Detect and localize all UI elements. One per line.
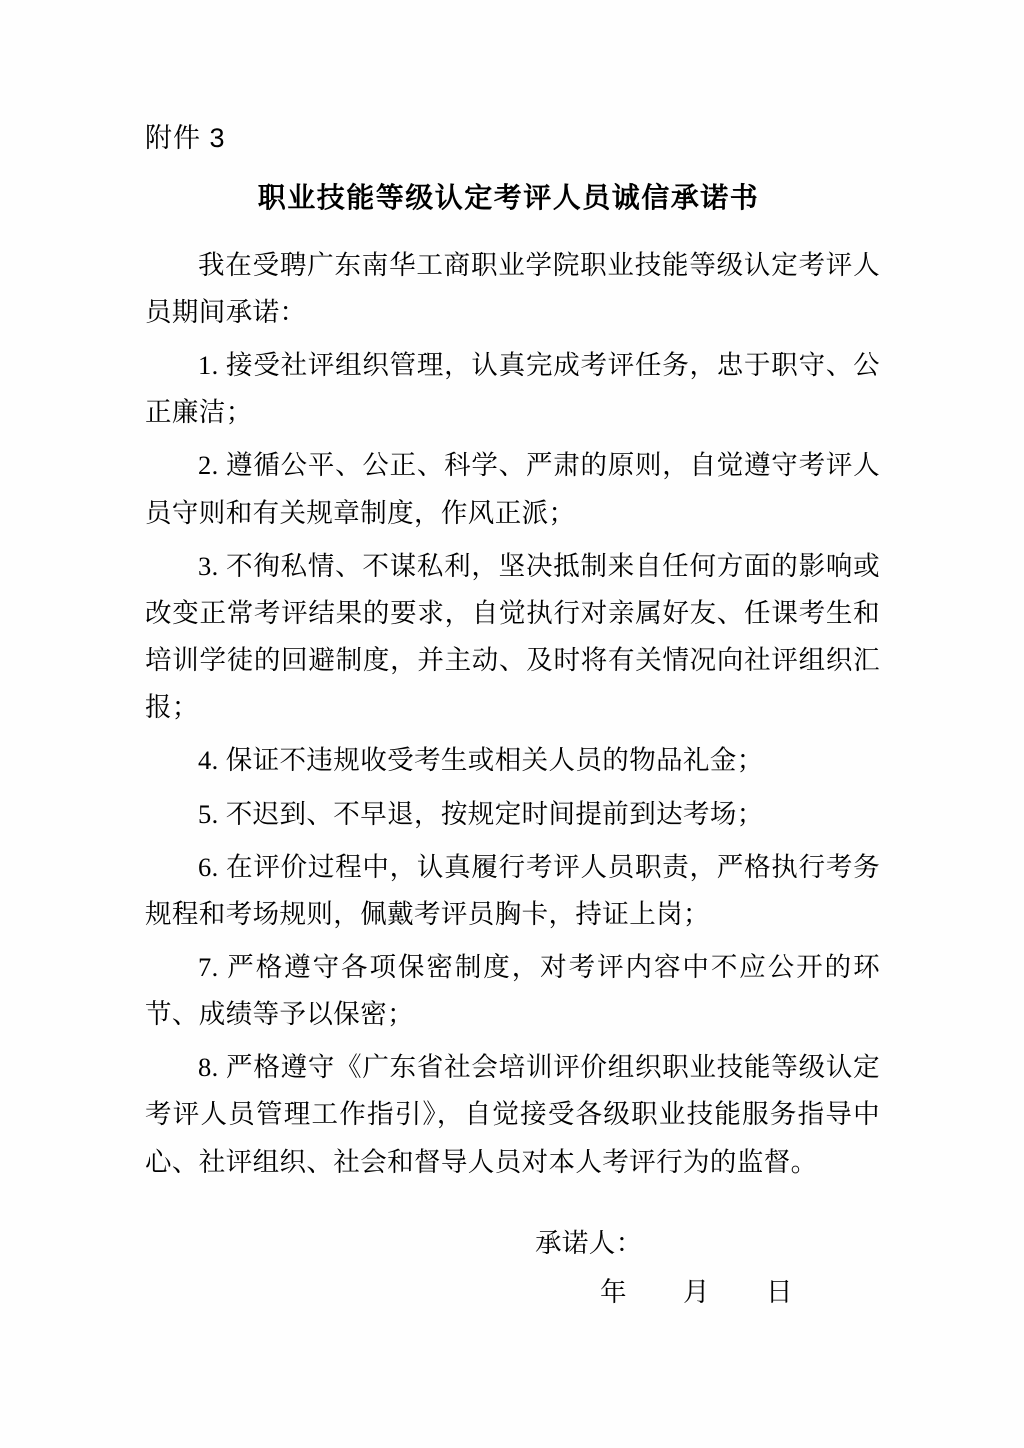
paragraph-item-3: 3. 不徇私情、不谋私利，坚决抵制来自任何方面的影响或改变正常考评结果的要求，自觉执行对亲属好友、任课考生和培训学徒的回避制度，并主动、及时将有关情况向社评组织汇报； <box>145 550 880 723</box>
day-label: 日 <box>765 1276 793 1307</box>
paragraph-item-2: 2. 遵循公平、公正、科学、严肃的原则，自觉遵守考评人员守则和有关规章制度，作风正派； <box>145 450 880 528</box>
page-title: 职业技能等级认定考评人员诚信承诺书 <box>257 181 760 213</box>
attachment-label: 附件 3 <box>145 123 226 153</box>
paragraph-item-7: 7. 严格遵守各项保密制度，对考评内容中不应公开的环节、成绩等予以保密； <box>145 951 880 1030</box>
month-label: 月 <box>682 1276 710 1307</box>
paragraph-item-8: 8. 严格遵守《广东省社会培训评价组织职业技能等级认定考评人员管理工作指引》，自觉接受各级职业技能服务指导中心、社评组织、社会和督导人员对本人考评行为的监督。 <box>145 1052 880 1177</box>
paragraph-item-5: 5. 不迟到、不早退，按规定时间提前到达考场； <box>198 798 764 829</box>
paragraph-item-4: 4. 保证不违规收受考生或相关人员的物品礼金； <box>198 745 764 776</box>
paragraph-intro: 我在受聘广东南华工商职业学院职业技能等级认定考评人员期间承诺： <box>145 249 880 327</box>
paragraph-item-6: 6. 在评价过程中，认真履行考评人员职责，严格执行考务规程和考场规则，佩戴考评员胸卡，持证上岗； <box>145 851 880 929</box>
promiser-label: 承诺人： <box>535 1227 643 1258</box>
document-body <box>145 120 880 1317</box>
paragraph-item-1: 1. 接受社评组织管理，认真完成考评任务，忠于职守、公正廉洁； <box>145 350 880 428</box>
date-line <box>145 1267 880 1317</box>
year-label: 年 <box>600 1276 627 1307</box>
signature-block <box>145 1220 880 1318</box>
